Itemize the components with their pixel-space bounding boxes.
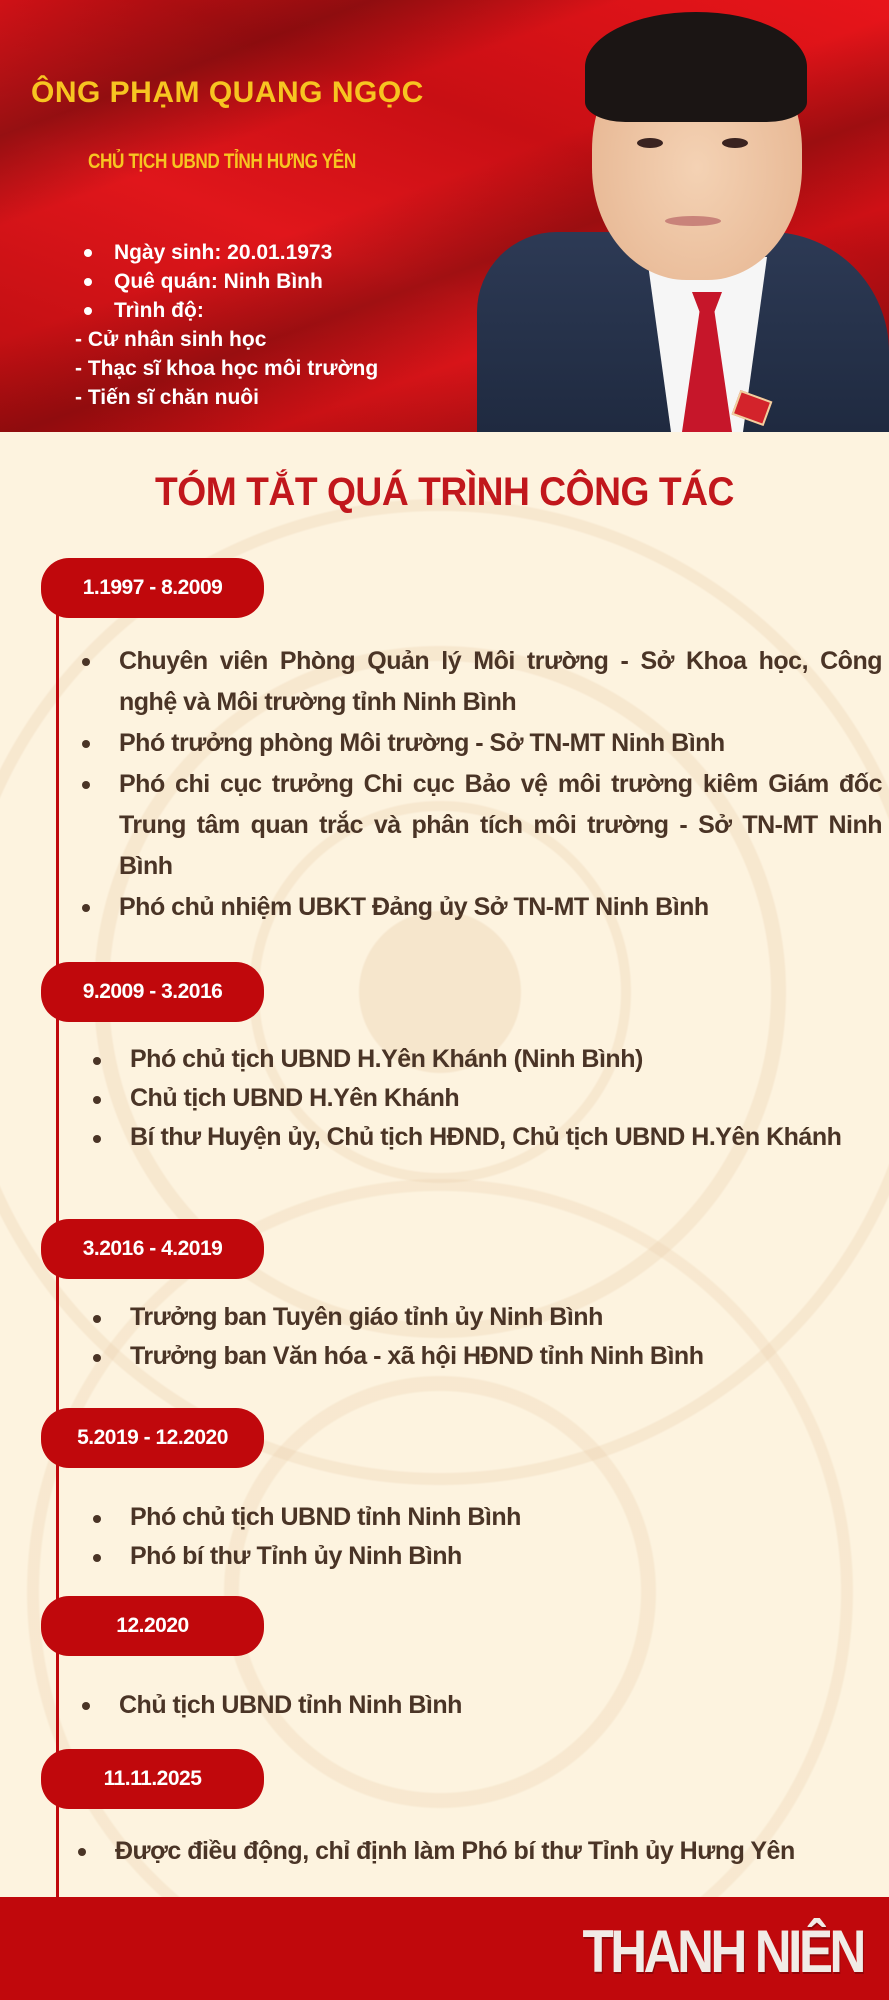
portrait-photo [477, 0, 889, 432]
bio-birth-text: Ngày sinh: 20.01.1973 [114, 241, 333, 264]
timeline-item: Được điều động, chỉ định làm Phó bí thư Tỉnh ủy Hưng Yên [78, 1831, 888, 1872]
period-items [93, 1040, 882, 1157]
timeline-item: Trưởng ban Tuyên giáo tỉnh ủy Ninh Bình [93, 1298, 882, 1337]
period-items [93, 1498, 882, 1576]
period-badge: 5.2019 - 12.2020 [41, 1408, 264, 1468]
bio-list [75, 238, 379, 412]
timeline-item: Phó chủ tịch UBND tỉnh Ninh Bình [93, 1498, 882, 1537]
timeline-item: Trưởng ban Văn hóa - xã hội HĐND tỉnh Ninh Bình [93, 1337, 882, 1376]
bio-hometown [78, 267, 378, 296]
portrait-mouth [665, 216, 721, 226]
bio-birth [78, 238, 378, 267]
person-title: CHỦ TỊCH UBND TỈNH HƯNG YÊN [88, 150, 356, 173]
timeline-item: Phó trưởng phòng Môi trường - Sở TN-MT Ninh Bình [82, 723, 882, 764]
timeline-item: Bí thư Huyện ủy, Chủ tịch HĐND, Chủ tịch UBND H.Yên Khánh [93, 1118, 882, 1157]
bio-education [78, 296, 378, 325]
timeline-item: Chuyên viên Phòng Quản lý Môi trường - Sở Khoa học, Công nghệ và Môi trường tỉnh Ninh Bình [82, 641, 882, 723]
timeline-item: Phó bí thư Tỉnh ủy Ninh Bình [93, 1537, 882, 1576]
portrait-hair [585, 12, 807, 122]
bio-hometown-text: Quê quán: Ninh Bình [114, 270, 323, 293]
footer-bar [0, 1897, 889, 2000]
period-badge: 3.2016 - 4.2019 [41, 1219, 264, 1279]
timeline-item: Chủ tịch UBND tỉnh Ninh Bình [82, 1685, 882, 1726]
period-items [93, 1298, 882, 1376]
degree-item: - Thạc sĩ khoa học môi trường [75, 357, 379, 380]
brand-logo: THANH NIÊN [582, 1918, 863, 1985]
profile-header [0, 0, 889, 432]
bullet-icon [84, 307, 92, 315]
portrait-eye [722, 138, 748, 148]
period-items [82, 641, 882, 928]
timeline-item: Phó chủ tịch UBND H.Yên Khánh (Ninh Bình) [93, 1040, 882, 1079]
period-badge: 9.2009 - 3.2016 [41, 962, 264, 1022]
timeline-item: Phó chi cục trưởng Chi cục Bảo vệ môi trường kiêm Giám đốc Trung tâm quan trắc và phân tích môi trường - Sở TN-MT Ninh Bình [82, 764, 882, 887]
period-badge: 11.11.2025 [41, 1749, 264, 1809]
person-name: ÔNG PHẠM QUANG NGỌC [31, 76, 424, 109]
degree-item: - Cử nhân sinh học [75, 328, 267, 351]
bullet-icon [84, 249, 92, 257]
portrait-eye [637, 138, 663, 148]
degree-item: - Tiến sĩ chăn nuôi [75, 386, 259, 409]
timeline-item: Chủ tịch UBND H.Yên Khánh [93, 1079, 882, 1118]
period-items [82, 1685, 882, 1726]
period-badge: 1.1997 - 8.2009 [41, 558, 264, 618]
timeline-item: Phó chủ nhiệm UBKT Đảng ủy Sở TN-MT Ninh Bình [82, 887, 882, 928]
period-badge: 12.2020 [41, 1596, 264, 1656]
bio-education-label: Trình độ: [114, 299, 204, 322]
section-title: TÓM TẮT QUÁ TRÌNH CÔNG TÁC [155, 470, 734, 514]
period-items [78, 1831, 888, 1872]
bullet-icon [84, 278, 92, 286]
